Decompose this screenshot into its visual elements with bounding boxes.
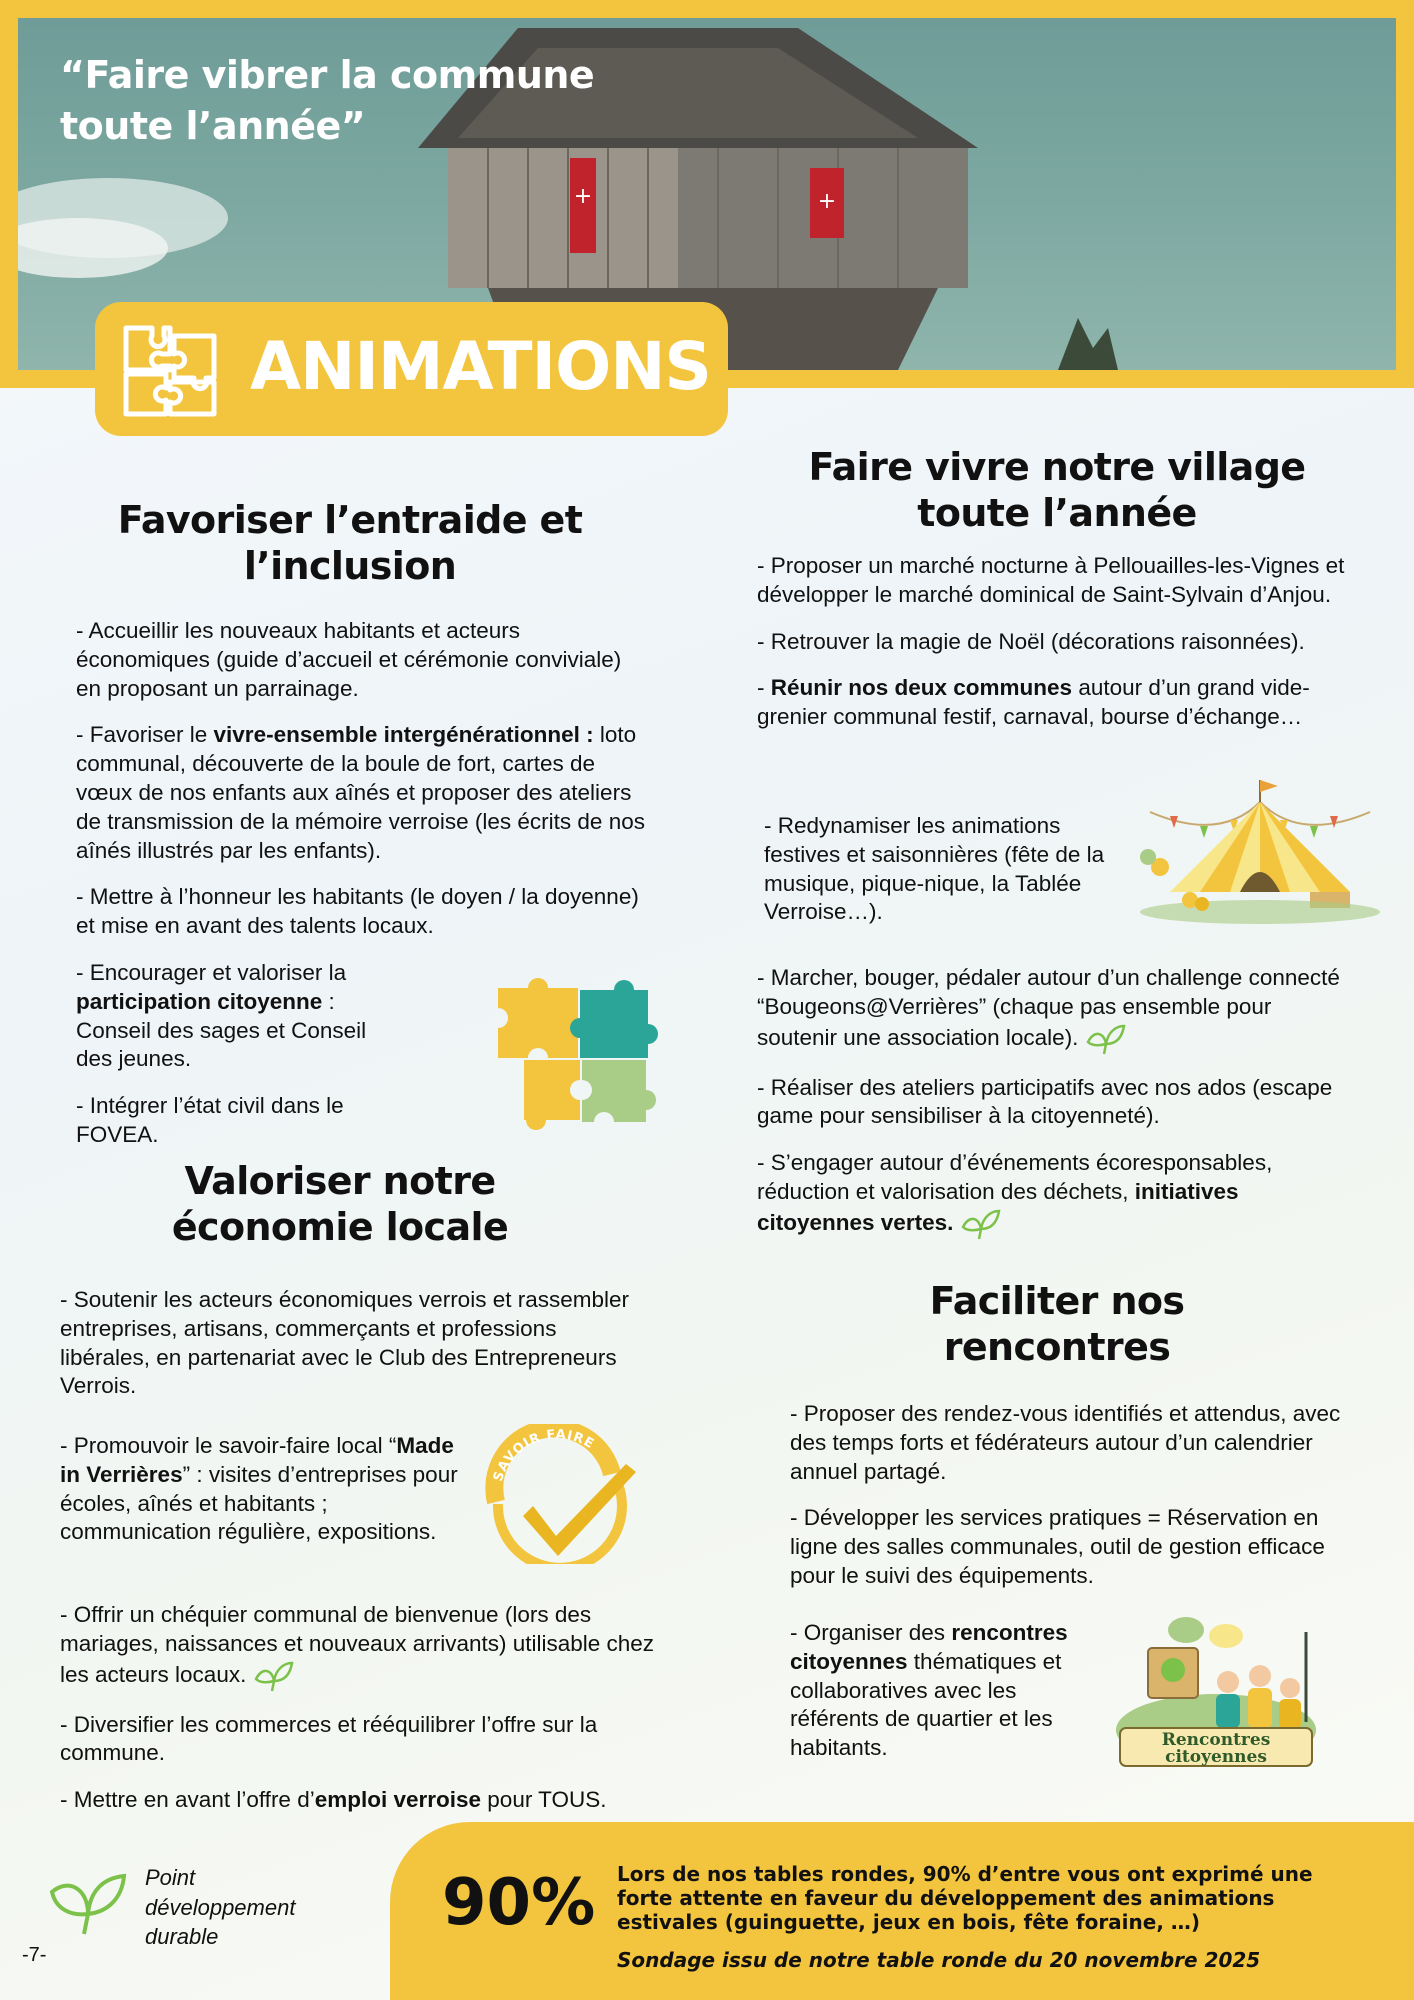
section-title: ANIMATIONS bbox=[250, 328, 711, 405]
right-s2-body-2 bbox=[790, 1619, 1110, 1781]
paragraph: - Intégrer l’état civil dans le FOVEA. bbox=[76, 1093, 344, 1147]
festival-tent-illustration bbox=[1130, 772, 1390, 932]
right-s2-body bbox=[790, 1400, 1350, 1609]
paragraph: - Organiser des rencontres citoyennes thématiques et collaboratives avec les référents de quartier et les habitants. bbox=[790, 1620, 1068, 1761]
page-number: -7- bbox=[22, 1944, 47, 1966]
left-s1-body-2 bbox=[76, 959, 406, 1168]
leaf-icon bbox=[1084, 1022, 1126, 1056]
paragraph: - Proposer un marché nocturne à Pellouailles-les-Vignes et développer le marché dominical de Saint-Sylvain d’Anjou. bbox=[757, 553, 1345, 607]
paragraph: - Réunir nos deux communes autour d’un grand vide-grenier communal festif, carnaval, bourse d’échange… bbox=[757, 675, 1310, 730]
svg-text:+: + bbox=[817, 189, 837, 214]
paragraph: - Accueillir les nouveaux habitants et acteurs économiques (guide d’accueil et cérémonie conviviale) en proposant un parrainage. bbox=[76, 618, 622, 701]
paragraph: - S’engager autour d’événements écoresponsables, réduction et valorisation des déchets, initiatives citoyennes vertes. bbox=[757, 1149, 1357, 1241]
puzzle-icon bbox=[118, 318, 222, 418]
rencontres-citoyennes-illustration bbox=[1108, 1612, 1324, 1772]
stat-percent: 90% bbox=[442, 1866, 596, 1940]
stat-text: Lors de nos tables rondes, 90% d’entre vous ont exprimé une forte attente en faveur du développement des animations estivales (guinguette, jeux en bois, fête foraine, …) bbox=[617, 1862, 1313, 1934]
paragraph: - Soutenir les acteurs économiques verrois et rassembler entreprises, artisans, commerçants et professions libérales, en partenariat avec le Club des Entrepreneurs Verrois. bbox=[60, 1287, 629, 1399]
paragraph: - Diversifier les commerces et rééquilibrer l’offre sur la commune. bbox=[60, 1711, 598, 1766]
paragraph: - Encourager et valoriser la participation citoyenne : Conseil des sages et Conseil des jeunes. bbox=[76, 960, 367, 1072]
left-s1-heading: Favoriser l’entraide et l’inclusion bbox=[117, 498, 583, 589]
illus-label-2: citoyennes bbox=[1165, 1747, 1267, 1767]
right-s1-body bbox=[757, 552, 1357, 750]
right-s1-body-2 bbox=[764, 812, 1114, 945]
paragraph: - Proposer des rendez-vous identifiés et attendus, avec des temps forts et fédérateurs autour d’un calendrier annuel partagé. bbox=[790, 1401, 1341, 1484]
left-s2-body-3 bbox=[60, 1601, 660, 1833]
paragraph: - Favoriser le vivre-ensemble intergénérationnel : loto communal, découverte de la boule de fort, cartes de vœux de nos enfants aux aînés et proposer des ateliers de transmission de la mémoire verroise (les écrits de nos aînés illustrés par les enfants). bbox=[76, 722, 645, 863]
paragraph: - Offrir un chéquier communal de bienvenue (lors des mariages, naissances et nouveaux arrivants) utilisable chez les acteurs locaux. bbox=[60, 1601, 660, 1693]
paragraph: - Réaliser des ateliers participatifs avec nos ados (escape game pour sensibiliser à la citoyenneté). bbox=[757, 1074, 1333, 1129]
left-s1-body bbox=[76, 617, 646, 959]
right-s1-heading: Faire vivre notre village toute l’année bbox=[808, 445, 1306, 536]
leaf-icon bbox=[252, 1659, 294, 1693]
left-s2-body bbox=[60, 1286, 650, 1419]
sustainability-leaf-icon bbox=[48, 1872, 128, 1936]
left-s2-heading: Valoriser notre économie locale bbox=[171, 1159, 509, 1250]
svg-text:+: + bbox=[573, 184, 593, 209]
right-s2-heading: Faciliter nos rencontres bbox=[929, 1279, 1185, 1370]
stat-note: Sondage issu de notre table ronde du 20 novembre 2025 bbox=[617, 1948, 1261, 1972]
badge-text: SAVOIR FAIRE bbox=[490, 1427, 597, 1484]
paragraph: - Marcher, bouger, pédaler autour d’un challenge connecté “Bougeons@Verrières” (chaque pas ensemble pour soutenir une association locale). bbox=[757, 964, 1357, 1056]
puzzle-pieces-illustration bbox=[488, 968, 666, 1130]
savoir-faire-badge bbox=[478, 1424, 644, 1564]
paragraph: - Développer les services pratiques = Réservation en ligne des salles communales, outil de gestion efficace pour le suivi des équipements. bbox=[790, 1505, 1325, 1588]
left-s2-body-2 bbox=[60, 1432, 460, 1565]
paragraph: - Retrouver la magie de Noël (décorations raisonnées). bbox=[757, 628, 1305, 654]
paragraph: - Promouvoir le savoir-faire local “Made in Verrières” : visites d’entreprises pour écoles, aînés et habitants ; communication régulière, expositions. bbox=[60, 1433, 458, 1545]
paragraph: - Mettre en avant l’offre d’emploi verroise pour TOUS. bbox=[60, 1787, 607, 1813]
hero-quote: “Faire vibrer la commune toute l’année” bbox=[60, 53, 595, 149]
legend-text: Point développement durable bbox=[145, 1865, 296, 1950]
illus-label-1: Rencontres bbox=[1161, 1730, 1271, 1750]
right-s1-body-3 bbox=[757, 964, 1357, 1259]
paragraph: - Redynamiser les animations festives et saisonnières (fête de la musique, pique-nique, la Tablée Verroise…). bbox=[764, 813, 1105, 925]
svg-text:SAVOIR FAIRE bbox=[491, 1427, 597, 1483]
paragraph: - Mettre à l’honneur les habitants (le doyen / la doyenne) et mise en avant des talents locaux. bbox=[76, 884, 639, 939]
leaf-icon bbox=[959, 1207, 1001, 1241]
